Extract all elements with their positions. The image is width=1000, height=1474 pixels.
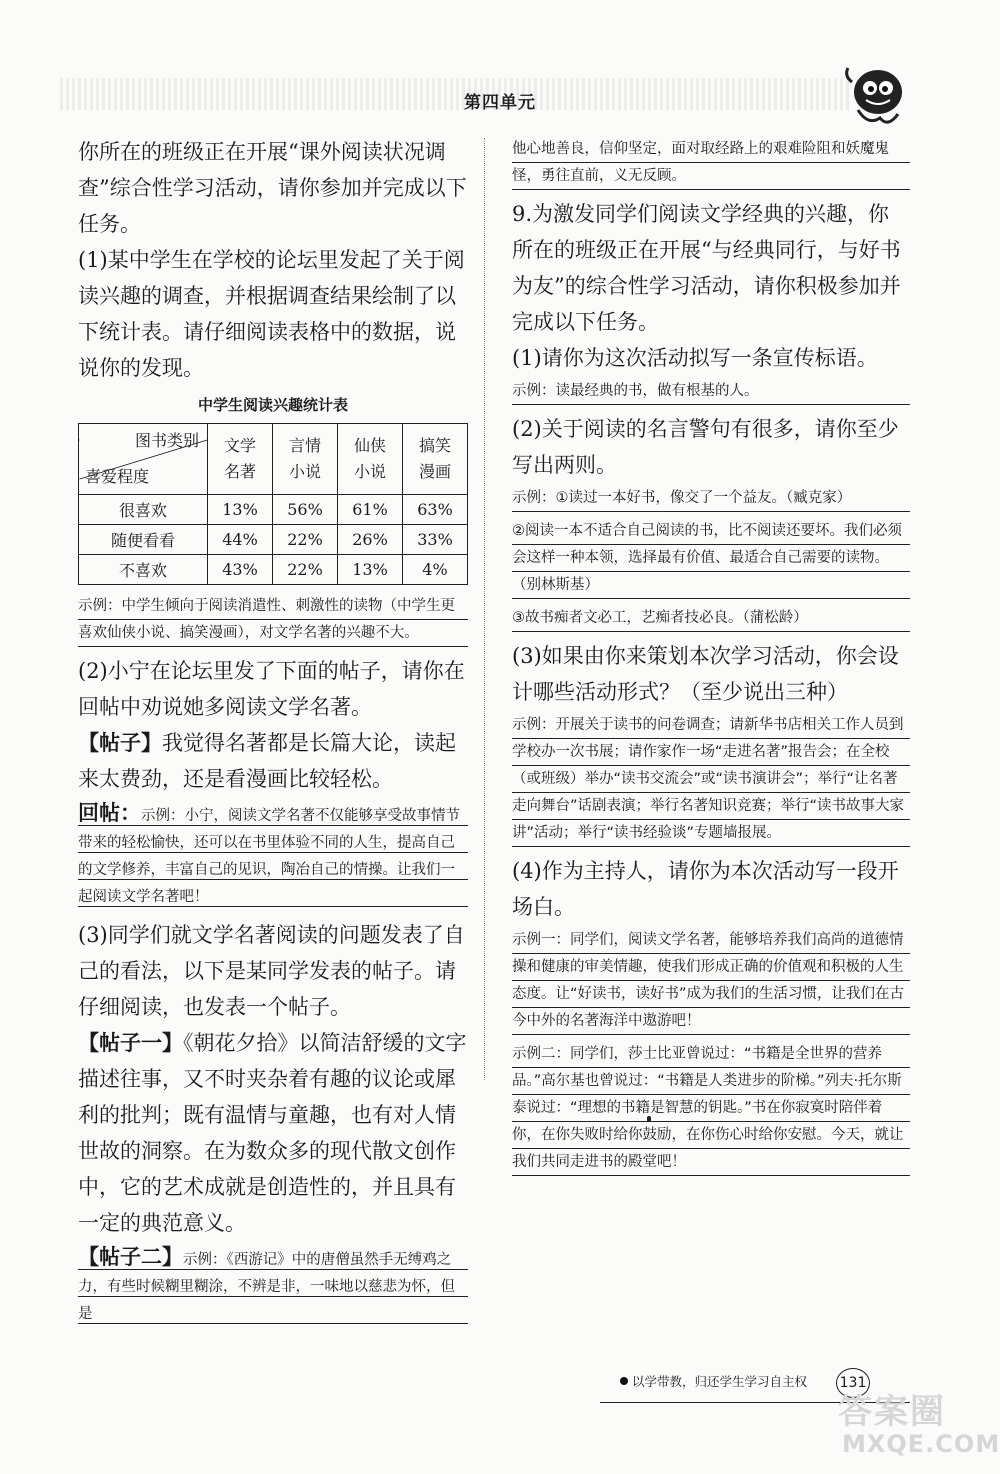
- question-1: (1)某中学生在学校的论坛里发起了关于阅读兴趣的调查，并根据调查结果绘制了以下统计表。请仔细阅读表格中的数据，说说你的发现。: [78, 248, 465, 380]
- table-cell: 63%: [403, 495, 468, 525]
- table-cell: 33%: [403, 525, 468, 555]
- question-9-1: (1)请你为这次活动拟写一条宣传标语。: [512, 346, 878, 370]
- table-row: [79, 525, 468, 555]
- question-9-4: (4)作为主持人，请你为本次活动写一段开场白。: [512, 859, 899, 919]
- question-9-2: (2)关于阅读的名言警句有很多，请你至少写出两则。: [512, 417, 899, 477]
- table-cell: 13%: [208, 495, 273, 525]
- table-corner-cell: [79, 424, 208, 495]
- row-label: 不喜欢: [79, 555, 208, 585]
- footer-slogan: 以学带教，归还学生学习自主权: [632, 1374, 808, 1389]
- question-9-3: (3)如果由你来策划本次学习活动，你会设计哪些活动形式？（至少说出三种）: [512, 644, 899, 704]
- corner-top-label: 图书类别: [134, 431, 199, 450]
- table-cell: 13%: [338, 555, 403, 585]
- question-2: (2)小宁在论坛里发了下面的帖子，请你在回帖中劝说她多阅读文学名著。: [78, 659, 465, 719]
- answer-3: 示例：《西游记》中的唐僧虽然手无缚鸡之力，有些时候糊里糊涂，不辨是非，一味地以慈悲为怀，但是: [78, 1252, 455, 1322]
- column-header: 仙侠 小说: [338, 424, 403, 495]
- table-cell: 44%: [208, 525, 273, 555]
- answer-1: 示例：中学生倾向于阅读消遣性、刺激性的读物（中学生更喜欢仙侠小说、搞笑漫画），对文学名著的兴趣不大。: [78, 593, 468, 647]
- left-column: [78, 134, 468, 1334]
- question-3: (3)同学们就文学名著阅读的问题发表了自己的看法，以下是某同学发表的帖子。请仔细阅读，也发表一个帖子。: [78, 923, 465, 1019]
- table-cell: 56%: [273, 495, 338, 525]
- table-cell: 43%: [208, 555, 273, 585]
- right-column: [512, 134, 910, 1182]
- post1-text: 《朝花夕拾》以简洁舒缓的文字描述往事，又不时夹杂着有趣的议论或犀利的批判；既有温情与童趣，也有对人情世故的洞察。在为数众多的现代散文创作中，它的艺术成就是创造性的，并且具有一定的典范意义。: [78, 1031, 467, 1235]
- answer-3-continued: 他心地善良，信仰坚定，面对取经路上的艰难险阻和妖魔鬼怪，勇往直前，义无反顾。: [512, 136, 910, 190]
- row-label: 随便看看: [79, 525, 208, 555]
- post2-label: 【帖子二】: [78, 1244, 183, 1269]
- column-header: 文学 名著: [208, 424, 273, 495]
- column-header: 言情 小说: [273, 424, 338, 495]
- row-label: 很喜欢: [79, 495, 208, 525]
- table-cell: 22%: [273, 525, 338, 555]
- table-cell: 26%: [338, 525, 403, 555]
- reply-answer: [78, 799, 468, 911]
- print-speck: [647, 1116, 651, 1122]
- answer-2: 示例：小宁，阅读文学名著不仅能够享受故事情节带来的轻松愉快，还可以在书里体验不同的人生，提高自己的文学修养，丰富自己的见识，陶冶自己的情操。让我们一起阅读文学名著吧！: [78, 808, 460, 905]
- post1-label: 【帖子一】: [78, 1030, 183, 1055]
- post1-paragraph: [78, 1025, 468, 1241]
- reply-label: 回帖：: [78, 800, 141, 825]
- corner-bottom-label: 喜爱程度: [85, 467, 150, 486]
- column-header: 搞笑 漫画: [403, 424, 468, 495]
- table-cell: 4%: [403, 555, 468, 585]
- post-paragraph: [78, 725, 468, 797]
- post2-answer: [78, 1243, 468, 1328]
- question-9: 9.为激发同学们阅读文学经典的兴趣，你所在的班级正在开展“与经典同行，与好书为友”的综合性学习活动，请你积极参加并完成以下任务。: [512, 202, 901, 334]
- bullet-icon: [620, 1377, 628, 1385]
- table-cell: 61%: [338, 495, 403, 525]
- table-header-row: [79, 424, 468, 495]
- table-cell: 22%: [273, 555, 338, 585]
- table-row: [79, 555, 468, 585]
- answer-9-2a: 示例：①读过一本好书，像交了一个益友。（臧克家）: [512, 485, 910, 512]
- table-row: [79, 495, 468, 525]
- answer-9-1: 示例：读最经典的书，做有根基的人。: [512, 378, 910, 405]
- post-label: 【帖子】: [78, 730, 162, 755]
- answer-9-2b: ②阅读一本不适合自己阅读的书，比不阅读还要坏。我们必须会这样一种本领，选择最有价值、最适合自己需要的读物。（别林斯基）: [512, 518, 910, 599]
- post-text: 我觉得名著都是长篇大论，读起来太费劲，还是看漫画比较轻松。: [78, 731, 456, 791]
- answer-9-4b: 示例二：同学们，莎士比亚曾说过：“书籍是全世界的营养品。”高尔基也曾说过：“书籍是人类进步的阶梯。”列夫·托尔斯泰说过：“理想的书籍是智慧的钥匙。”书在你寂寞时陪伴着你，在你失败时给你鼓励，在你伤心时给你安慰。今天，就让我们共同走进书的殿堂吧！: [512, 1041, 910, 1176]
- watermark-logo: 答案圈 MXQE.COM: [838, 1392, 1000, 1458]
- answer-9-3: 示例：开展关于读书的问卷调查；请新华书店相关工作人员到学校办一次书展；请作家作一场“走进名著”报告会；在全校（或班级）举办“读书交流会”或“读书演讲会”；举行“让名著走向舞台”话剧表演；举行名著知识竞赛；举行“读书故事大家讲”活动；举行“读书经验谈”专题墙报展。: [512, 712, 910, 847]
- answer-9-2c: ③故书痴者文必工，艺痴者技必良。（蒲松龄）: [512, 605, 910, 632]
- unit-title: 第四单元: [464, 93, 536, 113]
- survey-table: [78, 423, 468, 585]
- table-title: 中学生阅读兴趣统计表: [197, 396, 348, 414]
- cartoon-mascot-icon: [838, 62, 918, 132]
- intro-text: 你所在的班级正在开展“课外阅读状况调查”综合性学习活动，请你参加并完成以下任务。: [78, 140, 467, 236]
- page-number: 131: [836, 1368, 870, 1398]
- answer-9-4a: 示例一：同学们，阅读文学名著，能够培养我们高尚的道德情操和健康的审美情趣，使我们形成正确的价值观和积极的人生态度。让“好读书，读好书”成为我们的生活习惯，让我们在古今中外的名著海洋中遨游吧！: [512, 927, 910, 1035]
- column-divider: [484, 138, 485, 1080]
